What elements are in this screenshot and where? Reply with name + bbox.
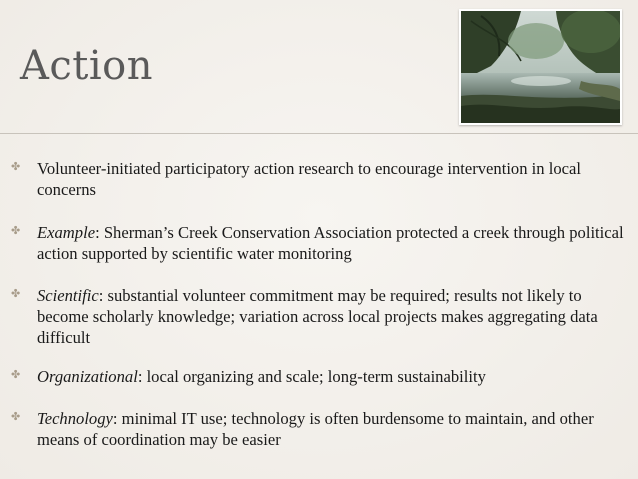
bullet-text (37, 408, 627, 450)
slide-title: Action (20, 43, 153, 89)
bullet-star-icon: ✤ (11, 160, 21, 173)
title-divider (0, 133, 638, 134)
bullet-star-icon: ✤ (11, 287, 21, 300)
bullet-text (37, 222, 627, 264)
bullet-lead: Example (37, 223, 96, 242)
bullet-lead: Technology (37, 409, 113, 428)
bullet-body: Volunteer-initiated participatory action research to encourage intervention in local concerns (37, 159, 581, 199)
bullet-body: : Sherman’s Creek Conservation Association protected a creek through political action supported by scientific water monitoring (37, 223, 624, 263)
bullet-body: : substantial volunteer commitment may be required; results not likely to become scholarly knowledge; variation across local projects makes aggregating data difficult (37, 286, 598, 347)
bullet-lead: Organizational (37, 367, 138, 386)
bullet-body: : minimal IT use; technology is often burdensome to maintain, and other means of coordination may be easier (37, 409, 594, 449)
bullet-star-icon: ✤ (11, 410, 21, 423)
bullet-lead: Scientific (37, 286, 99, 305)
creek-photo-image (461, 11, 620, 123)
bullet-text (37, 158, 627, 200)
bullet-star-icon: ✤ (11, 224, 21, 237)
bullet-text (37, 366, 627, 387)
bullet-text (37, 285, 627, 348)
creek-photo (459, 9, 622, 125)
bullet-body: : local organizing and scale; long-term sustainability (137, 367, 486, 386)
bullet-star-icon: ✤ (11, 368, 21, 381)
